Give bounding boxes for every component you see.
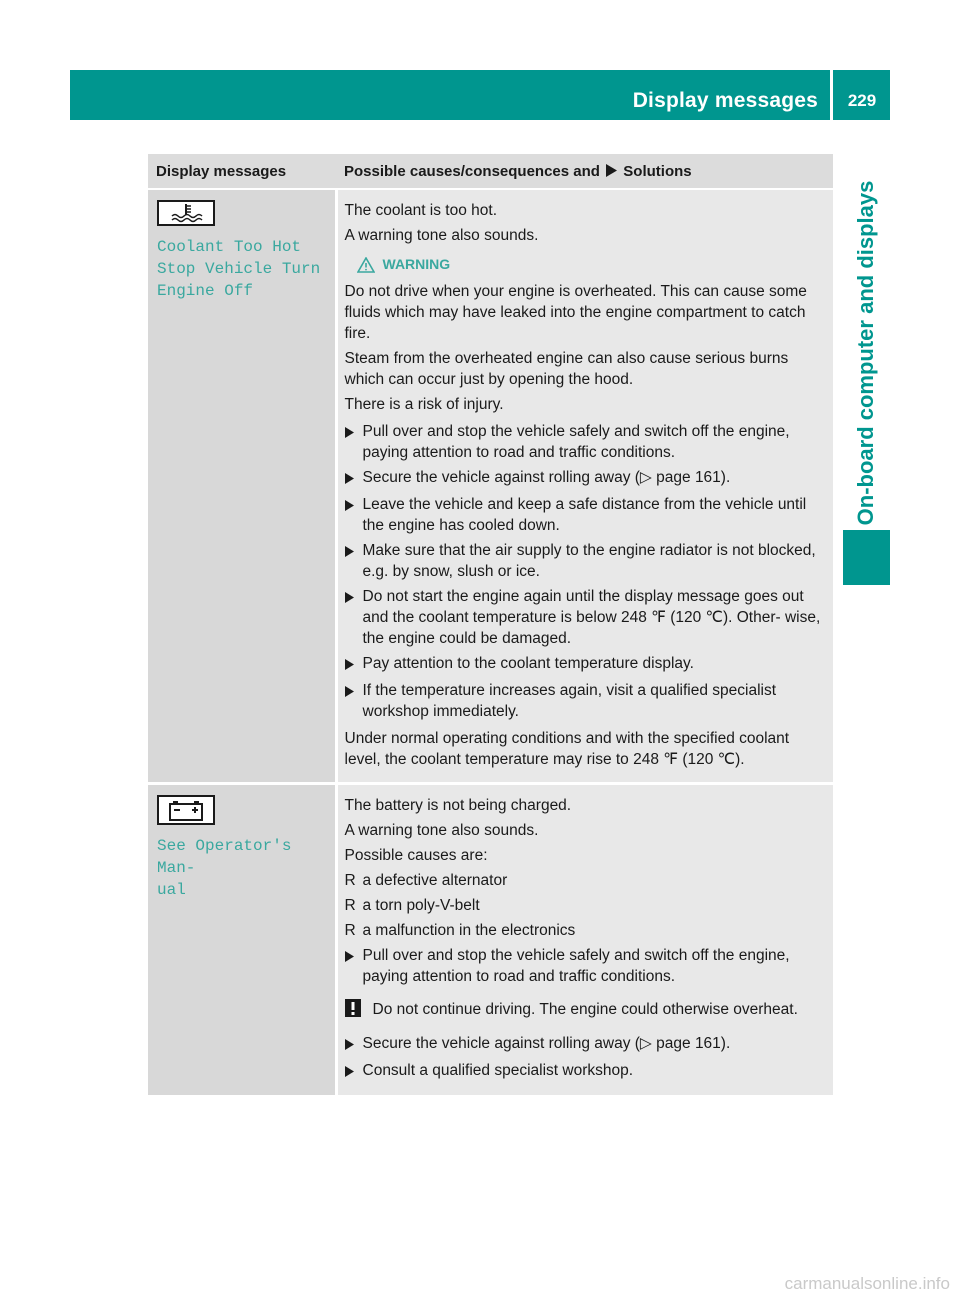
warning-triangle-icon bbox=[357, 257, 375, 273]
column-header-display-messages: Display messages bbox=[148, 154, 336, 189]
step-arrow-icon bbox=[345, 592, 354, 603]
cause-text: Possible causes are: bbox=[344, 847, 488, 864]
cause-bullet: R a torn poly-V-belt bbox=[344, 897, 480, 914]
chapter-marker-block bbox=[843, 530, 890, 585]
page-header-title: Display messages bbox=[632, 89, 818, 112]
solution-step: Pull over and stop the vehicle safely and switch off the engine, paying attention to road and traffic conditions. bbox=[345, 945, 828, 987]
header-solutions-text: Solutions bbox=[623, 162, 692, 180]
header-causes-text: Possible causes/consequences and bbox=[344, 162, 600, 180]
solution-arrow-icon bbox=[606, 164, 617, 177]
solution-step: Pay attention to the coolant temperature display. bbox=[345, 653, 828, 676]
step-arrow-icon bbox=[345, 427, 354, 438]
step-arrow-icon bbox=[345, 473, 354, 484]
cause-text: A warning tone also sounds. bbox=[344, 822, 539, 839]
cause-bullet: R a defective alternator bbox=[344, 872, 508, 889]
cause-bullet: R a malfunction in the electronics bbox=[344, 922, 576, 939]
step-arrow-icon bbox=[345, 1039, 354, 1050]
solution-step: Consult a qualified specialist workshop. bbox=[345, 1060, 828, 1083]
bullet-r-icon: R bbox=[344, 922, 356, 939]
exclamation-icon bbox=[345, 999, 361, 1017]
solution-step: Do not start the engine again until the display message goes out and the coolant temperature is below 248 ℉ (120 ℃). Other‑ wise, the engine could be damaged. bbox=[345, 586, 828, 649]
step-arrow-icon bbox=[345, 659, 354, 670]
display-messages-table bbox=[148, 154, 833, 1098]
solution-step: If the temperature increases again, visit a qualified specialist workshop immediately. bbox=[345, 680, 828, 722]
cause-text: A warning tone also sounds. bbox=[344, 227, 539, 244]
bullet-r-icon: R bbox=[344, 897, 356, 914]
solution-step: Secure the vehicle against rolling away (▷ page 161). bbox=[345, 467, 828, 490]
bullet-r-icon: R bbox=[344, 872, 356, 889]
coolant-temperature-icon bbox=[157, 200, 215, 226]
warning-label: WARNING bbox=[382, 256, 451, 272]
chapter-side-tab: On-board computer and displays bbox=[853, 180, 878, 526]
warning-heading bbox=[357, 254, 828, 275]
solution-step: Pull over and stop the vehicle safely and switch off the engine, paying attention to road and traffic conditions. bbox=[345, 421, 828, 463]
display-message-battery: See Operator's Man‑ ual bbox=[157, 837, 292, 899]
step-arrow-icon bbox=[345, 546, 354, 557]
battery-icon bbox=[157, 795, 215, 825]
solution-step: Make sure that the air supply to the engine radiator is not blocked, e.g. by snow, slush or ice. bbox=[345, 540, 828, 582]
step-arrow-icon bbox=[345, 1066, 354, 1077]
step-arrow-icon bbox=[345, 686, 354, 697]
caution-note: Do not continue driving. The engine could otherwise overheat. bbox=[345, 999, 828, 1023]
warning-text: There is a risk of injury. bbox=[344, 396, 504, 413]
watermark: carmanualsonline.info bbox=[784, 1274, 950, 1293]
solution-step: Secure the vehicle against rolling away (▷ page 161). bbox=[345, 1033, 828, 1056]
page-number: 229 bbox=[847, 91, 877, 110]
column-header-solutions bbox=[336, 154, 833, 189]
display-message-coolant: Coolant Too Hot Stop Vehicle Turn Engine Off bbox=[157, 238, 321, 300]
note-text: Under normal operating conditions and with the specified coolant level, the coolant temperature may rise to 248 ℉ (120 ℃). bbox=[344, 730, 790, 768]
warning-text: Do not drive when your engine is overheated. This can cause some fluids which may have leaked into the engine compartment to catch fire. bbox=[344, 283, 807, 342]
cause-text: The battery is not being charged. bbox=[344, 797, 572, 814]
table-row bbox=[148, 784, 833, 1097]
cause-text: The coolant is too hot. bbox=[344, 202, 498, 219]
step-arrow-icon bbox=[345, 951, 354, 962]
solution-step: Leave the vehicle and keep a safe distance from the vehicle until the engine has cooled down. bbox=[345, 494, 828, 536]
warning-text: Steam from the overheated engine can also cause serious burns which can occur just by opening the hood. bbox=[344, 350, 789, 388]
table-row bbox=[148, 189, 833, 784]
step-arrow-icon bbox=[345, 500, 354, 511]
header-divider bbox=[830, 70, 833, 120]
